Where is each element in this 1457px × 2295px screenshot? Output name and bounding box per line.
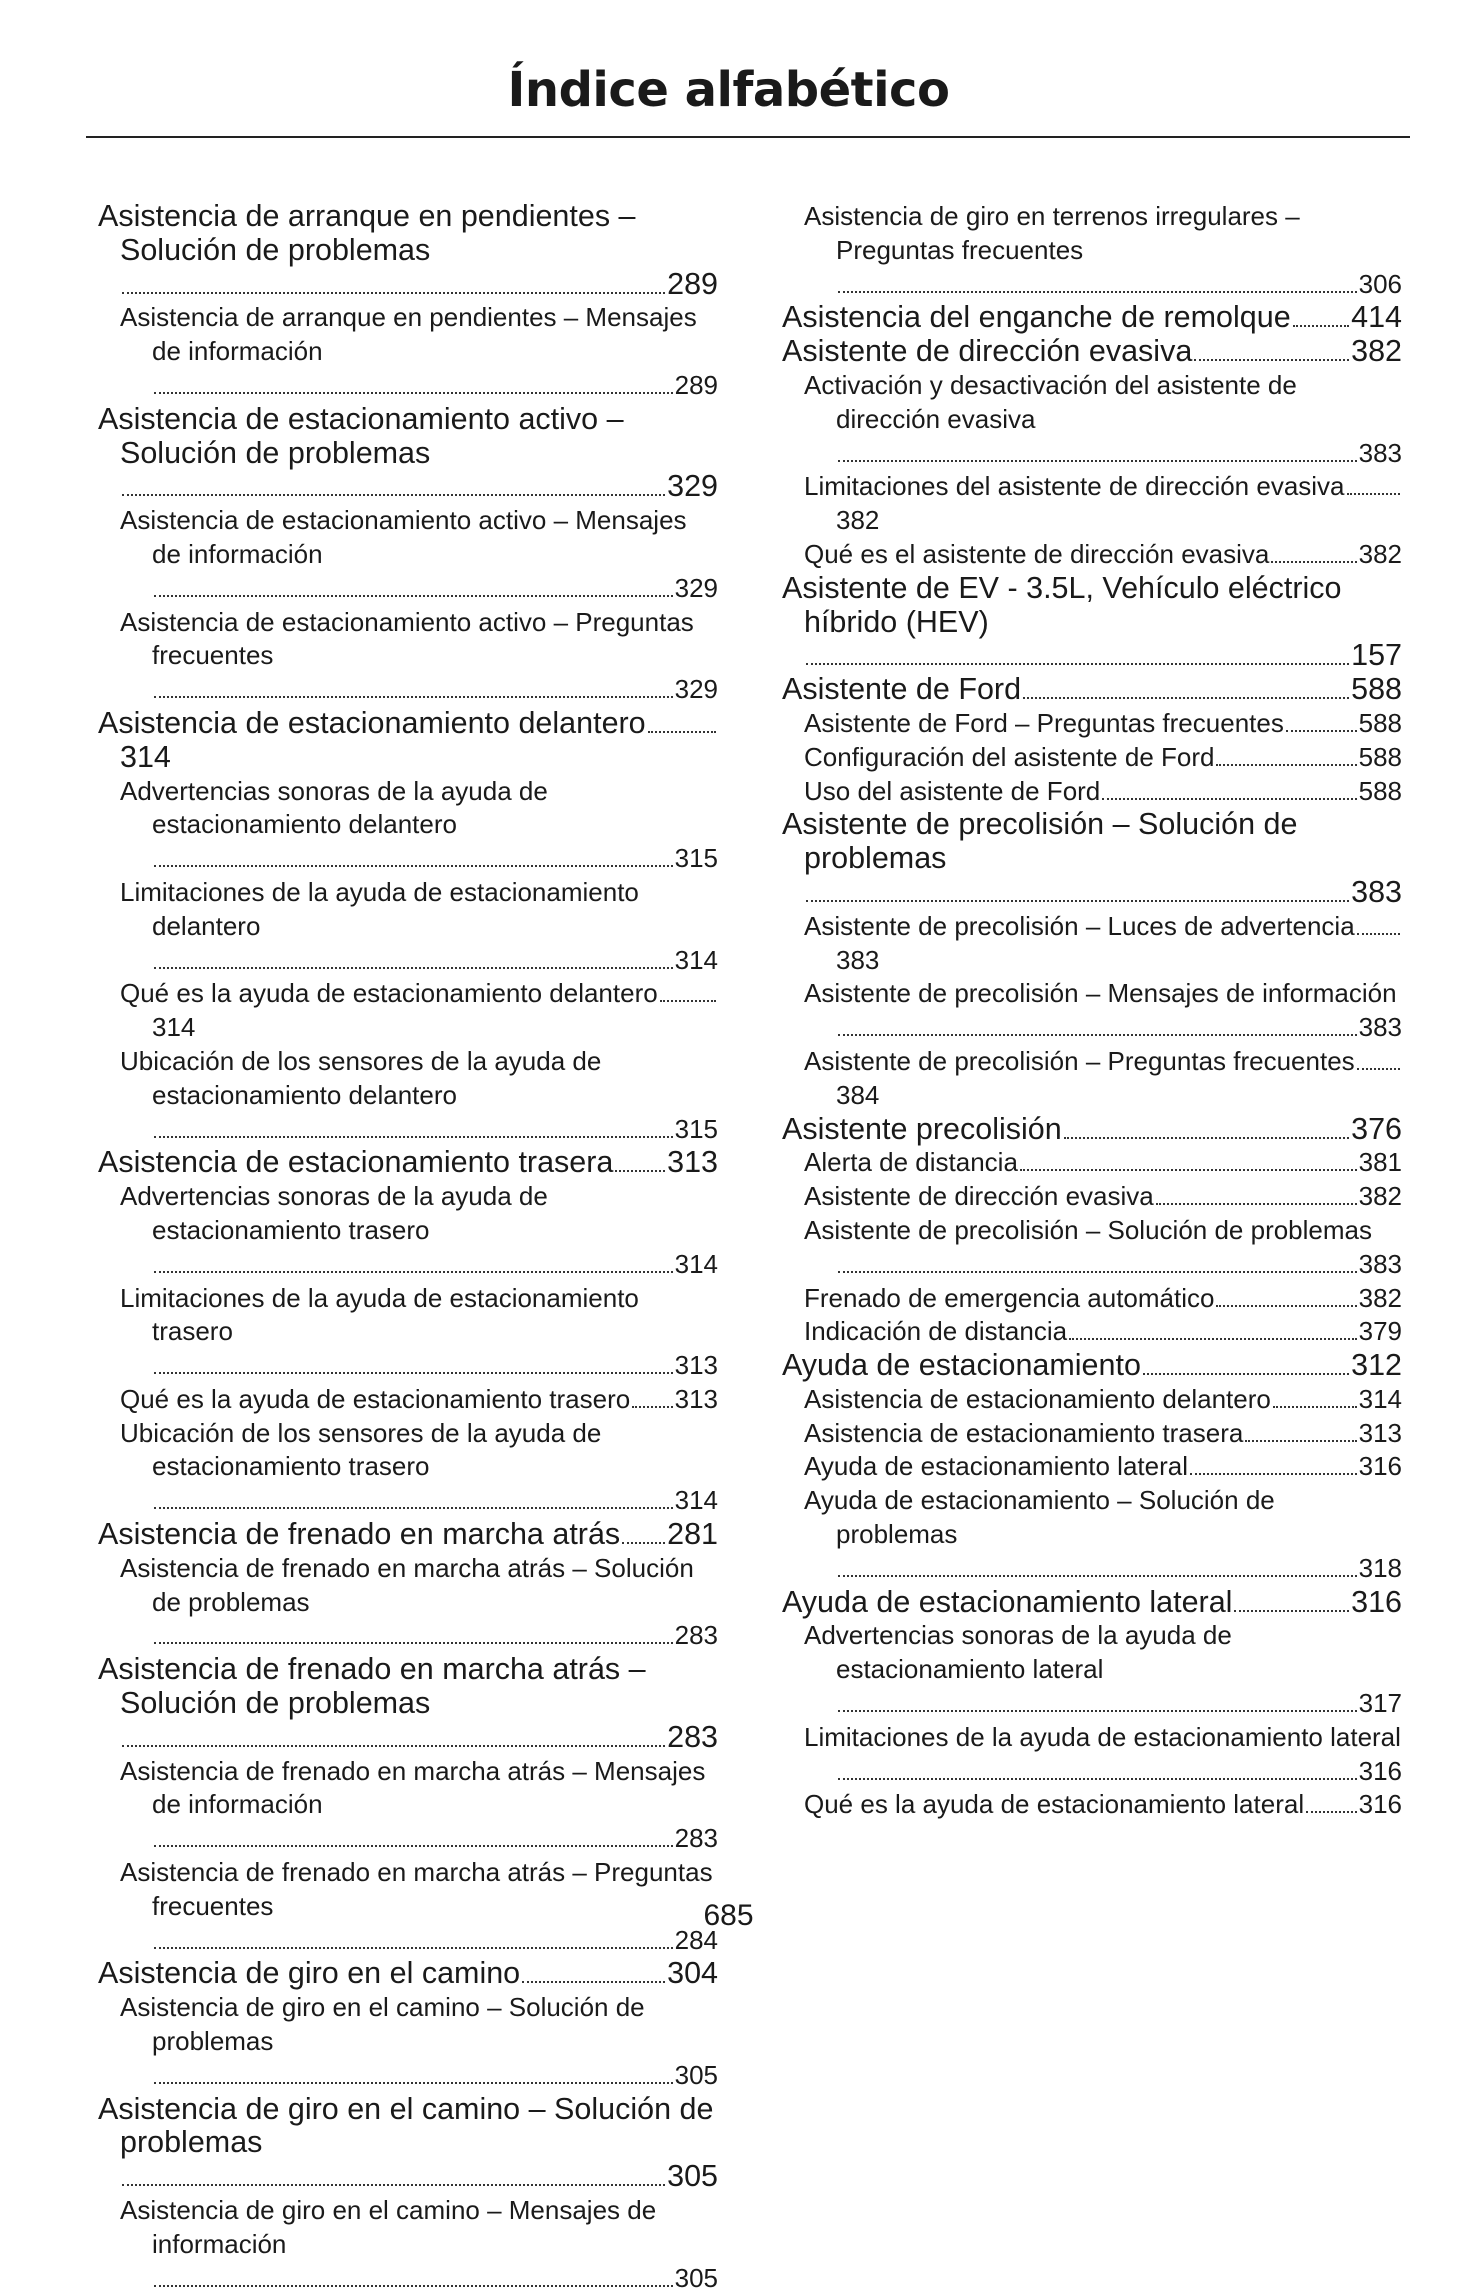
entry-text: Ayuda de estacionamiento — [782, 1348, 1141, 1383]
entry-page-number: 316 — [1358, 1789, 1402, 1820]
index-subentry — [782, 1146, 1402, 1180]
index-subentry — [782, 1788, 1402, 1822]
index-subentry — [98, 2194, 718, 2295]
dot-leader — [1357, 933, 1400, 935]
dot-leader — [154, 1507, 673, 1509]
index-subentry — [782, 1383, 1402, 1417]
entry-page-number: 281 — [667, 1517, 718, 1552]
index-subentry — [782, 470, 1402, 538]
dot-leader — [1069, 1338, 1357, 1340]
dot-leader — [154, 1372, 673, 1374]
entry-page-number: 588 — [1358, 775, 1402, 806]
dot-leader — [622, 1542, 665, 1544]
dot-leader — [615, 1170, 665, 1172]
entry-text: Asistencia de arranque en pendientes – Mensajes de información — [120, 302, 697, 367]
dot-leader — [1273, 1406, 1357, 1408]
dot-leader — [154, 967, 673, 969]
index-subentry — [98, 1383, 718, 1417]
entry-page-number: 588 — [1351, 672, 1402, 707]
entry-page-number: 316 — [1358, 1755, 1402, 1786]
index-subentry — [782, 1214, 1402, 1282]
index-subentry — [98, 977, 718, 1045]
dot-leader — [838, 1575, 1357, 1577]
entry-text: Ayuda de estacionamiento – Solución de problemas — [804, 1485, 1275, 1550]
entry-text: Ayuda de estacionamiento lateral — [782, 1584, 1233, 1619]
dot-leader — [1271, 561, 1356, 563]
dot-leader — [838, 460, 1357, 462]
index-subentry — [782, 1417, 1402, 1451]
entry-page-number: 315 — [674, 1113, 718, 1144]
entry-page-number: 283 — [674, 1823, 718, 1854]
dot-leader — [1293, 325, 1349, 327]
entry-page-number: 305 — [674, 2262, 718, 2293]
index-subentry — [98, 1282, 718, 1383]
entry-page-number: 383 — [1351, 874, 1402, 909]
index-subentry — [782, 1045, 1402, 1113]
index-subentry — [98, 301, 718, 402]
entry-page-number: 383 — [836, 944, 880, 975]
index-subentry — [782, 707, 1402, 741]
entry-page-number: 289 — [667, 266, 718, 301]
entry-page-number: 382 — [1358, 1282, 1402, 1313]
entry-page-number: 316 — [1358, 1451, 1402, 1482]
entry-text: Limitaciones de la ayuda de estacionamiento delantero — [120, 876, 639, 941]
index-subentry — [782, 200, 1402, 301]
index-entry — [782, 673, 1402, 707]
entry-page-number: 329 — [667, 469, 718, 504]
index-subentry — [782, 1315, 1402, 1349]
entry-text: Asistencia de estacionamiento trasera — [804, 1417, 1244, 1448]
dot-leader — [1286, 730, 1357, 732]
dot-leader — [1306, 1811, 1357, 1813]
entry-text: Uso del asistente de Ford — [804, 775, 1101, 806]
entry-text: Activación y desactivación del asistente de dirección evasiva — [804, 369, 1297, 434]
entry-text: Limitaciones del asistente de dirección evasiva — [804, 471, 1345, 502]
index-entry — [782, 1113, 1402, 1147]
index-subentry — [782, 1450, 1402, 1484]
entry-page-number: 314 — [1358, 1383, 1402, 1414]
index-subentry — [98, 504, 718, 605]
entry-text: Asistencia de giro en el camino – Mensajes de información — [120, 2195, 657, 2259]
page-number: 685 — [703, 1899, 754, 1932]
dot-leader — [1020, 1169, 1357, 1171]
index-entry — [98, 1653, 718, 1754]
entry-text: Ayuda de estacionamiento lateral — [804, 1451, 1188, 1482]
dot-leader — [1023, 697, 1349, 699]
entry-text: Asistencia de estacionamiento delantero — [98, 705, 646, 740]
entry-text: Asistente de dirección evasiva — [804, 1181, 1154, 1212]
dot-leader — [632, 1406, 672, 1408]
entry-text: Qué es el asistente de dirección evasiva — [804, 538, 1270, 569]
dot-leader — [1156, 1203, 1357, 1205]
dot-leader — [154, 2082, 673, 2084]
dot-leader — [1064, 1137, 1349, 1139]
dot-leader — [1347, 493, 1400, 495]
entry-text: Asistente de precolisión – Solución de problemas — [782, 807, 1298, 876]
entry-text: Asistencia de estacionamiento activo – Solución de problemas — [98, 401, 624, 470]
dot-leader — [154, 1947, 673, 1949]
index-subentry — [98, 1552, 718, 1653]
entry-page-number: 382 — [1358, 1181, 1402, 1212]
index-entry — [98, 2093, 718, 2194]
entry-page-number: 314 — [152, 1012, 196, 1043]
index-entry — [782, 301, 1402, 335]
entry-page-number: 305 — [674, 2059, 718, 2090]
index-subentry — [782, 369, 1402, 470]
entry-page-number: 382 — [1351, 334, 1402, 369]
entry-text: Ubicación de los sensores de la ayuda de estacionamiento delantero — [120, 1045, 602, 1110]
entry-page-number: 317 — [1358, 1688, 1402, 1719]
index-subentry — [782, 910, 1402, 978]
entry-page-number: 284 — [674, 1924, 718, 1955]
dot-leader — [1357, 1068, 1400, 1070]
dot-leader — [154, 1136, 673, 1138]
dot-leader — [838, 1710, 1357, 1712]
entry-text: Alerta de distancia — [804, 1147, 1018, 1178]
entry-page-number: 283 — [674, 1620, 718, 1651]
entry-page-number: 414 — [1351, 300, 1402, 335]
page-title: Índice alfabético — [507, 62, 950, 118]
title-divider — [86, 136, 1410, 138]
dot-leader — [1216, 764, 1356, 766]
entry-page-number: 383 — [1358, 1012, 1402, 1043]
dot-leader — [154, 696, 673, 698]
index-subentry — [98, 1045, 718, 1146]
entry-text: Advertencias sonoras de la ayuda de estacionamiento delantero — [120, 775, 548, 840]
entry-text: Frenado de emergencia automático — [804, 1282, 1215, 1313]
dot-leader — [122, 1745, 665, 1747]
index-subentry — [98, 876, 718, 977]
index-subentry — [98, 775, 718, 876]
dot-leader — [122, 494, 665, 496]
entry-text: Asistente de EV - 3.5L, Vehículo eléctrico híbrido (HEV) — [782, 570, 1342, 639]
dot-leader — [1216, 1305, 1356, 1307]
entry-text: Qué es la ayuda de estacionamiento lateral — [804, 1789, 1305, 1820]
entry-page-number: 318 — [1358, 1552, 1402, 1583]
index-subentry — [98, 606, 718, 707]
index-subentry — [782, 1721, 1402, 1789]
dot-leader — [522, 1981, 665, 1983]
entry-text: Asistente precolisión — [782, 1111, 1062, 1146]
dot-leader — [122, 292, 665, 294]
entry-text: Asistencia de estacionamiento activo – Mensajes de información — [120, 505, 687, 569]
dot-leader — [154, 1642, 673, 1644]
index-subentry — [98, 1180, 718, 1281]
index-entry — [98, 1146, 718, 1180]
dot-leader — [1102, 798, 1356, 800]
entry-page-number: 379 — [1358, 1316, 1402, 1347]
index-subentry — [782, 1180, 1402, 1214]
entry-page-number: 313 — [1358, 1417, 1402, 1448]
entry-text: Asistente de Ford – Preguntas frecuentes — [804, 707, 1284, 738]
entry-page-number: 313 — [674, 1350, 718, 1381]
entry-text: Asistencia de giro en el camino – Solución de problemas — [98, 2091, 714, 2160]
dot-leader — [838, 1034, 1357, 1036]
entry-text: Configuración del asistente de Ford — [804, 741, 1215, 772]
index-subentry — [98, 1417, 718, 1518]
entry-page-number: 376 — [1351, 1111, 1402, 1146]
index-subentry — [98, 1755, 718, 1856]
entry-text: Asistencia de frenado en marcha atrás — [98, 1517, 621, 1552]
entry-text: Asistencia de giro en el camino — [98, 1956, 521, 1991]
entry-page-number: 312 — [1351, 1348, 1402, 1383]
index-column-right — [782, 200, 1402, 1822]
index-subentry — [98, 1991, 718, 2092]
entry-text: Limitaciones de la ayuda de estacionamiento trasero — [120, 1282, 639, 1347]
entry-page-number: 157 — [1351, 638, 1402, 673]
entry-text: Asistente de precolisión – Luces de advertencia — [804, 910, 1355, 941]
entry-text: Asistencia de frenado en marcha atrás – Solución de problemas — [98, 1652, 646, 1721]
dot-leader — [1234, 1610, 1349, 1612]
dot-leader — [154, 392, 673, 394]
index-entry — [782, 1349, 1402, 1383]
entry-text: Asistencia de giro en el camino – Solución de problemas — [120, 1992, 645, 2057]
entry-text: Asistente de precolisión – Solución de problemas — [804, 1214, 1373, 1245]
entry-text: Asistencia de frenado en marcha atrás – Mensajes de información — [120, 1755, 706, 1820]
entry-page-number: 314 — [674, 1248, 718, 1279]
entry-text: Indicación de distancia — [804, 1316, 1068, 1347]
index-entry — [98, 1518, 718, 1552]
index-subentry — [782, 538, 1402, 572]
entry-page-number: 314 — [120, 739, 171, 774]
entry-text: Asistente de precolisión – Mensajes de información — [804, 978, 1397, 1009]
dot-leader — [154, 595, 673, 597]
entry-page-number: 381 — [1358, 1147, 1402, 1178]
entry-page-number: 329 — [674, 572, 718, 603]
index-subentry — [782, 741, 1402, 775]
index-entry — [98, 707, 718, 775]
entry-text: Asistente de dirección evasiva — [782, 334, 1193, 369]
entry-page-number: 315 — [674, 843, 718, 874]
index-subentry — [782, 1282, 1402, 1316]
dot-leader — [1245, 1440, 1356, 1442]
dot-leader — [122, 2184, 665, 2186]
index-column-left — [98, 200, 718, 2295]
entry-text: Asistencia de giro en terrenos irregulares – Preguntas frecuentes — [804, 201, 1300, 265]
entry-text: Qué es la ayuda de estacionamiento delantero — [120, 978, 658, 1009]
dot-leader — [648, 731, 716, 733]
index-subentry — [782, 1484, 1402, 1585]
entry-text: Asistencia de estacionamiento trasera — [98, 1145, 614, 1180]
dot-leader — [806, 663, 1349, 665]
index-entry — [782, 808, 1402, 909]
entry-page-number: 314 — [674, 944, 718, 975]
entry-text: Asistencia de frenado en marcha atrás – Solución de problemas — [120, 1552, 694, 1617]
index-entry — [98, 200, 718, 301]
dot-leader — [838, 1778, 1357, 1780]
entry-page-number: 313 — [674, 1383, 718, 1414]
entry-text: Advertencias sonoras de la ayuda de estacionamiento trasero — [120, 1181, 548, 1245]
entry-page-number: 306 — [1358, 268, 1402, 299]
dot-leader — [806, 900, 1349, 902]
entry-page-number: 383 — [1358, 1248, 1402, 1279]
dot-leader — [838, 291, 1357, 293]
index-entry — [782, 572, 1402, 673]
dot-leader — [154, 1271, 673, 1273]
entry-page-number: 588 — [1358, 707, 1402, 738]
entry-text: Asistencia del enganche de remolque — [782, 300, 1291, 335]
entry-page-number: 304 — [667, 1956, 718, 1991]
entry-page-number: 313 — [667, 1145, 718, 1180]
index-subentry — [782, 1619, 1402, 1720]
entry-text: Advertencias sonoras de la ayuda de estacionamiento lateral — [804, 1620, 1232, 1685]
index-entry — [98, 403, 718, 504]
dot-leader — [154, 1845, 673, 1847]
entry-text: Asistente de precolisión – Preguntas frecuentes — [804, 1045, 1355, 1076]
entry-page-number: 382 — [1358, 538, 1402, 569]
entry-text: Asistencia de estacionamiento activo – Preguntas frecuentes — [120, 606, 694, 671]
dot-leader — [838, 1271, 1357, 1273]
entry-page-number: 283 — [667, 1719, 718, 1754]
entry-page-number: 383 — [1358, 437, 1402, 468]
entry-text: Limitaciones de la ayuda de estacionamiento lateral — [804, 1721, 1401, 1752]
entry-page-number: 384 — [836, 1079, 880, 1110]
entry-text: Qué es la ayuda de estacionamiento trasero — [120, 1383, 631, 1414]
dot-leader — [1194, 359, 1349, 361]
entry-page-number: 329 — [674, 674, 718, 705]
entry-page-number: 289 — [674, 369, 718, 400]
dot-leader — [154, 2285, 673, 2287]
entry-page-number: 314 — [674, 1485, 718, 1516]
entry-text: Ubicación de los sensores de la ayuda de estacionamiento trasero — [120, 1417, 602, 1482]
index-entry — [782, 335, 1402, 369]
dot-leader — [660, 1000, 716, 1002]
dot-leader — [1190, 1473, 1357, 1475]
entry-page-number: 588 — [1358, 741, 1402, 772]
entry-page-number: 316 — [1351, 1584, 1402, 1619]
entry-page-number: 305 — [667, 2159, 718, 2194]
index-subentry — [782, 977, 1402, 1045]
dot-leader — [1143, 1373, 1349, 1375]
index-entry — [98, 1957, 718, 1991]
entry-text: Asistente de Ford — [782, 672, 1022, 707]
index-entry — [782, 1586, 1402, 1620]
entry-text: Asistencia de arranque en pendientes – Solución de problemas — [98, 199, 636, 267]
dot-leader — [154, 865, 673, 867]
index-subentry — [782, 775, 1402, 809]
entry-text: Asistencia de estacionamiento delantero — [804, 1383, 1271, 1414]
entry-text: Asistencia de frenado en marcha atrás – Preguntas frecuentes — [120, 1857, 713, 1921]
entry-page-number: 382 — [836, 505, 880, 536]
